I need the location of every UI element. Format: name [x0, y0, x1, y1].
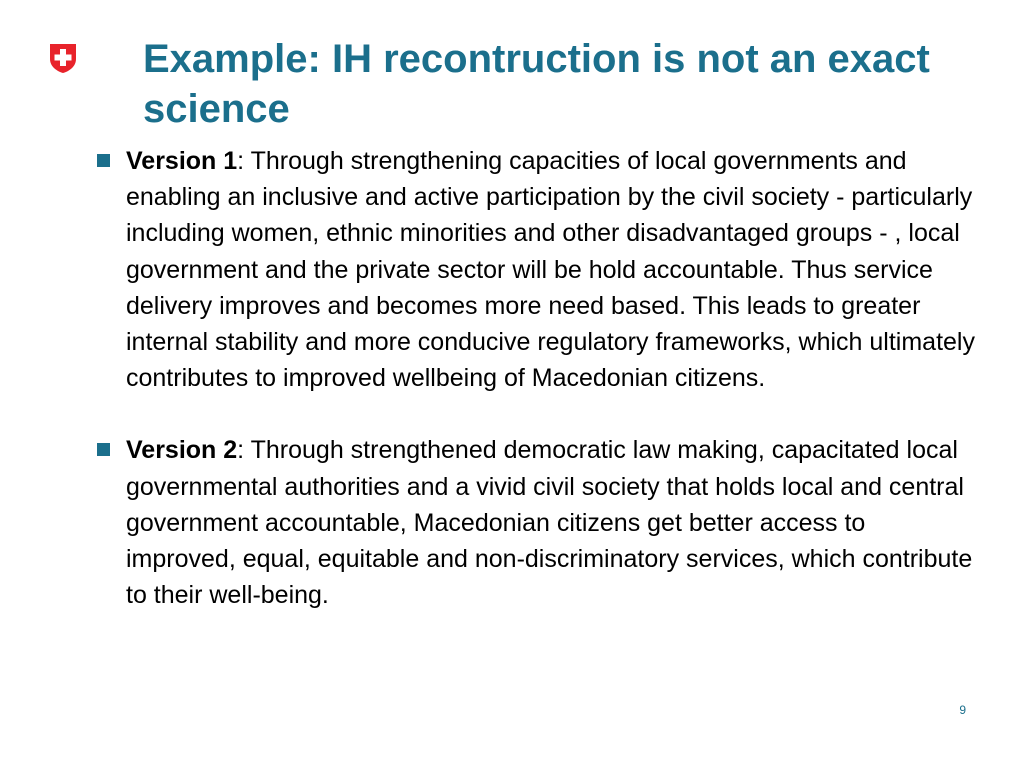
bullet-list: [97, 143, 977, 613]
swiss-cross-shield-icon: [48, 42, 78, 74]
bullet-lead: Version 2: [126, 436, 238, 465]
bullet-text: : Through strengthened democratic law making, capacitated local governmental authorities and a vivid civil society that holds local and central government accountable, Macedonian citizens get better access to improved, equal, equitable and non-discriminatory services, which contribute to their well-being.: [126, 436, 973, 610]
bullet-version-1: [97, 143, 977, 396]
page-number: 9: [959, 703, 966, 717]
square-bullet-icon: [97, 443, 110, 456]
bullet-lead: Version 1: [126, 147, 238, 175]
slide-title: Example: IH recontruction is not an exact science: [143, 37, 930, 131]
square-bullet-icon: [97, 154, 110, 167]
bullet-version-2: [97, 432, 977, 613]
bullet-text: : Through strengthening capacities of local governments and enabling an inclusive and active participation by the civil society - particularly including women, ethnic minorities and other disadvantaged groups - , local government and the private sector will be hold accountable. Thus service delivery improves and becomes more need based. This leads to greater internal stability and more conducive regulatory frameworks, which ultimately contributes to improved wellbeing of Macedonian citizens.: [126, 147, 975, 393]
